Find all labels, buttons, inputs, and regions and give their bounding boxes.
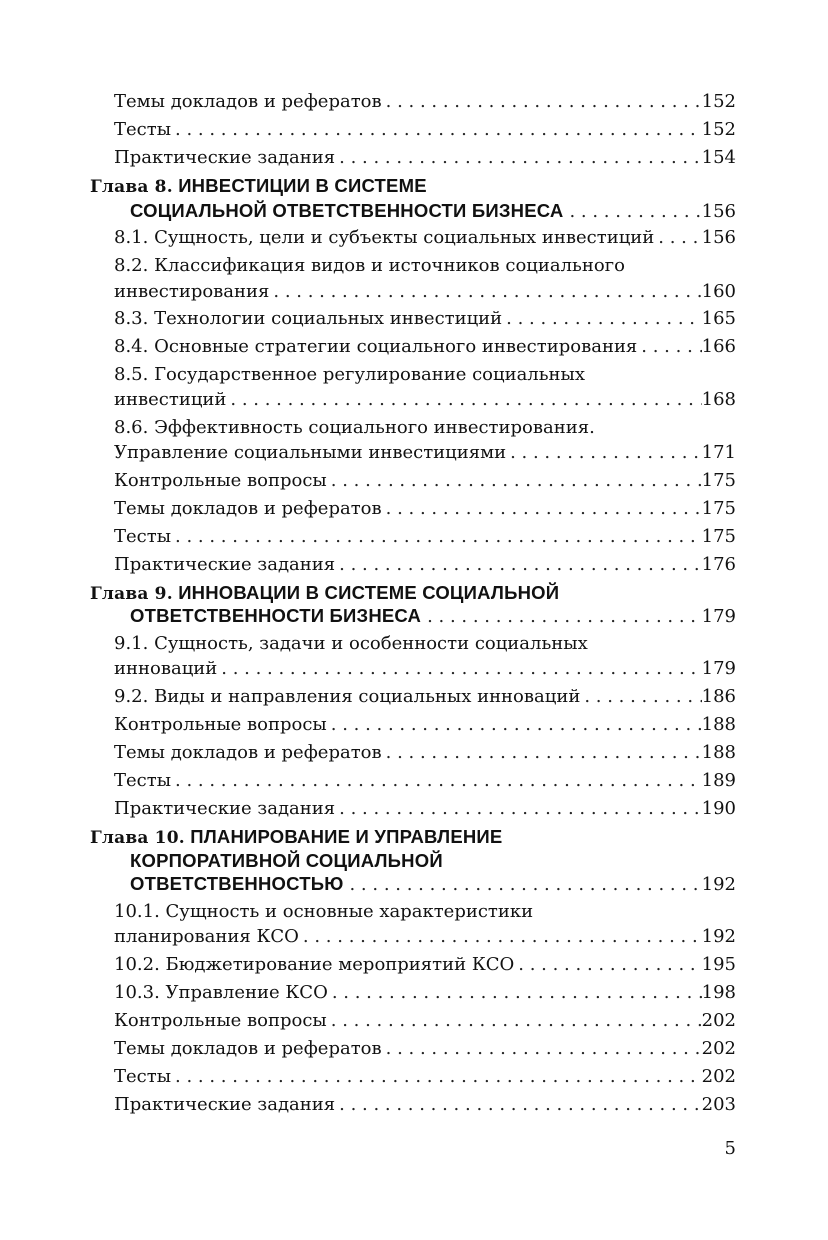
toc-entry-page: 165 xyxy=(701,308,736,329)
chapter-title-line: ОТВЕТСТВЕННОСТЬЮ xyxy=(130,873,344,894)
toc-entry-title: 8.3. Технологии социальных инвестиций xyxy=(114,308,503,329)
toc-entry-line: 10.1. Сущность и основные характеристики xyxy=(114,901,534,922)
toc-entry-page: 202 xyxy=(701,1038,736,1059)
dot-leader xyxy=(382,89,702,115)
toc-entry-title: Практические задания xyxy=(114,147,336,168)
dot-leader xyxy=(580,684,701,710)
toc-entry xyxy=(114,712,736,738)
dot-leader xyxy=(654,225,701,251)
toc-entry xyxy=(114,225,736,251)
chapter-prefix: Глава 8. xyxy=(90,177,173,197)
chapter-page: 179 xyxy=(701,606,736,627)
toc-entry xyxy=(114,768,736,794)
toc-entry-title: Практические задания xyxy=(114,1094,336,1115)
toc-entry-page: 190 xyxy=(701,798,736,819)
toc-entry xyxy=(114,89,736,115)
toc-entry xyxy=(114,440,736,466)
toc-entry-page: 166 xyxy=(701,336,736,357)
toc-entry-title: Тесты xyxy=(114,770,172,791)
dot-leader xyxy=(327,468,702,494)
dot-leader xyxy=(171,768,702,794)
toc-entry-title: Управление социальными инвестициями xyxy=(114,442,507,463)
chapter-8-heading xyxy=(90,173,427,199)
toc-entry-page: 195 xyxy=(701,954,736,975)
dot-leader xyxy=(327,1008,702,1034)
toc-entry xyxy=(114,524,736,550)
toc-entry xyxy=(114,279,736,305)
toc-entry-title: планирования КСО xyxy=(114,926,299,947)
dot-leader xyxy=(299,924,702,950)
chapter-title-line: КОРПОРАТИВНОЙ СОЦИАЛЬНОЙ xyxy=(130,850,443,871)
chapter-page: 192 xyxy=(701,874,736,895)
page-number: 5 xyxy=(724,1138,736,1159)
toc-entry-title: Контрольные вопросы xyxy=(114,470,327,491)
toc-entry-page: 175 xyxy=(701,470,736,491)
chapter-8-title-row xyxy=(130,198,736,224)
toc-entry-title: 8.4. Основные стратегии социального инвестирования xyxy=(114,336,638,357)
toc-entry-page: 203 xyxy=(701,1094,736,1115)
toc-entry-page: 175 xyxy=(701,498,736,519)
toc-entry-line: 9.1. Сущность, задачи и особенности социальных xyxy=(114,633,588,654)
toc-entry xyxy=(114,468,736,494)
toc-entry-title: инноваций xyxy=(114,658,218,679)
chapter-title-line: ОТВЕТСТВЕННОСТИ БИЗНЕСА xyxy=(130,605,422,626)
dot-leader xyxy=(335,796,702,822)
toc-entry xyxy=(114,1092,736,1118)
toc-entry xyxy=(114,740,736,766)
toc-entry-title: 9.2. Виды и направления социальных инноваций xyxy=(114,686,581,707)
dot-leader xyxy=(637,334,701,360)
chapter-9-title-row xyxy=(130,603,736,629)
toc-entry-title: Практические задания xyxy=(114,554,336,575)
toc-entry xyxy=(114,1008,736,1034)
toc-entry-title: 8.1. Сущность, цели и субъекты социальных инвестиций xyxy=(114,227,655,248)
toc-entry xyxy=(114,952,736,978)
dot-leader xyxy=(421,604,702,629)
chapter-10-heading xyxy=(90,824,502,850)
toc-entry-page: 176 xyxy=(701,554,736,575)
dot-leader xyxy=(171,117,702,143)
dot-leader xyxy=(171,524,702,550)
chapter-title-line: СОЦИАЛЬНОЙ ОТВЕТСТВЕННОСТИ БИЗНЕСА xyxy=(130,200,564,221)
dot-leader xyxy=(335,1092,702,1118)
toc-entry-page: 188 xyxy=(701,742,736,763)
toc-entry-page: 152 xyxy=(701,91,736,112)
toc-entry xyxy=(114,924,736,950)
toc-entry-page: 160 xyxy=(701,281,736,302)
dot-leader xyxy=(563,199,701,224)
toc-entry xyxy=(114,796,736,822)
toc-entry-title: Практические задания xyxy=(114,798,336,819)
toc-entry-title: Тесты xyxy=(114,119,172,140)
toc-entry xyxy=(114,656,736,682)
toc-entry-page: 152 xyxy=(701,119,736,140)
dot-leader xyxy=(382,1036,702,1062)
dot-leader xyxy=(217,656,701,682)
toc-entry-page: 189 xyxy=(701,770,736,791)
dot-leader xyxy=(514,952,701,978)
toc-entry xyxy=(114,496,736,522)
toc-entry-page: 192 xyxy=(701,926,736,947)
toc-entry-title: инвестиций xyxy=(114,389,227,410)
toc-entry-page: 175 xyxy=(701,526,736,547)
dot-leader xyxy=(335,552,702,578)
toc-entry-title: Темы докладов и рефератов xyxy=(114,1038,382,1059)
dot-leader xyxy=(226,387,701,413)
dot-leader xyxy=(335,145,702,171)
toc-entry-title: 10.2. Бюджетирование мероприятий КСО xyxy=(114,954,515,975)
toc-entry-page: 186 xyxy=(701,686,736,707)
toc-entry-page: 179 xyxy=(701,658,736,679)
chapter-title-line: ПЛАНИРОВАНИЕ И УПРАВЛЕНИЕ xyxy=(190,826,503,847)
toc-entry-title: инвестирования xyxy=(114,281,270,302)
toc-entry-page: 156 xyxy=(701,227,736,248)
dot-leader xyxy=(269,279,701,305)
toc-entry-title: Темы докладов и рефератов xyxy=(114,742,382,763)
toc-entry xyxy=(114,552,736,578)
toc-entry-page: 154 xyxy=(701,147,736,168)
toc-entry-page: 202 xyxy=(701,1066,736,1087)
dot-leader xyxy=(327,712,702,738)
toc-entry-page: 198 xyxy=(701,982,736,1003)
dot-leader xyxy=(506,440,702,466)
chapter-10-title-row xyxy=(130,871,736,897)
chapter-title-line: ИННОВАЦИИ В СИСТЕМЕ СОЦИАЛЬНОЙ xyxy=(178,582,560,603)
toc-entry xyxy=(114,980,736,1006)
toc-entry xyxy=(114,117,736,143)
chapter-page: 156 xyxy=(701,201,736,222)
toc-entry xyxy=(114,1064,736,1090)
toc-entry-page: 202 xyxy=(701,1010,736,1031)
toc-entry-page: 188 xyxy=(701,714,736,735)
toc-entry-title: Темы докладов и рефератов xyxy=(114,91,382,112)
toc-entry-title: Контрольные вопросы xyxy=(114,714,327,735)
toc-entry-title: Тесты xyxy=(114,1066,172,1087)
toc-entry-page: 171 xyxy=(701,442,736,463)
toc-entry xyxy=(114,1036,736,1062)
dot-leader xyxy=(502,306,701,332)
toc-entry-line: 8.2. Классификация видов и источников социального xyxy=(114,255,625,276)
dot-leader xyxy=(328,980,702,1006)
chapter-prefix: Глава 10. xyxy=(90,828,185,848)
toc-entry-page: 168 xyxy=(701,389,736,410)
toc-entry-line: 8.5. Государственное регулирование социальных xyxy=(114,364,586,385)
toc-entry-title: 10.3. Управление КСО xyxy=(114,982,328,1003)
toc-entry xyxy=(114,387,736,413)
toc-entry-title: Темы докладов и рефератов xyxy=(114,498,382,519)
dot-leader xyxy=(382,496,702,522)
toc-entry-title: Тесты xyxy=(114,526,172,547)
dot-leader xyxy=(343,872,701,897)
toc-entry xyxy=(114,306,736,332)
chapter-title-line: ИНВЕСТИЦИИ В СИСТЕМЕ xyxy=(178,175,427,196)
toc-entry xyxy=(114,145,736,171)
dot-leader xyxy=(382,740,702,766)
dot-leader xyxy=(171,1064,702,1090)
toc-entry-line: 8.6. Эффективность социального инвестирования. xyxy=(114,417,595,438)
toc-entry xyxy=(114,334,736,360)
toc-entry xyxy=(114,684,736,710)
chapter-prefix: Глава 9. xyxy=(90,584,173,604)
toc-entry-title: Контрольные вопросы xyxy=(114,1010,327,1031)
